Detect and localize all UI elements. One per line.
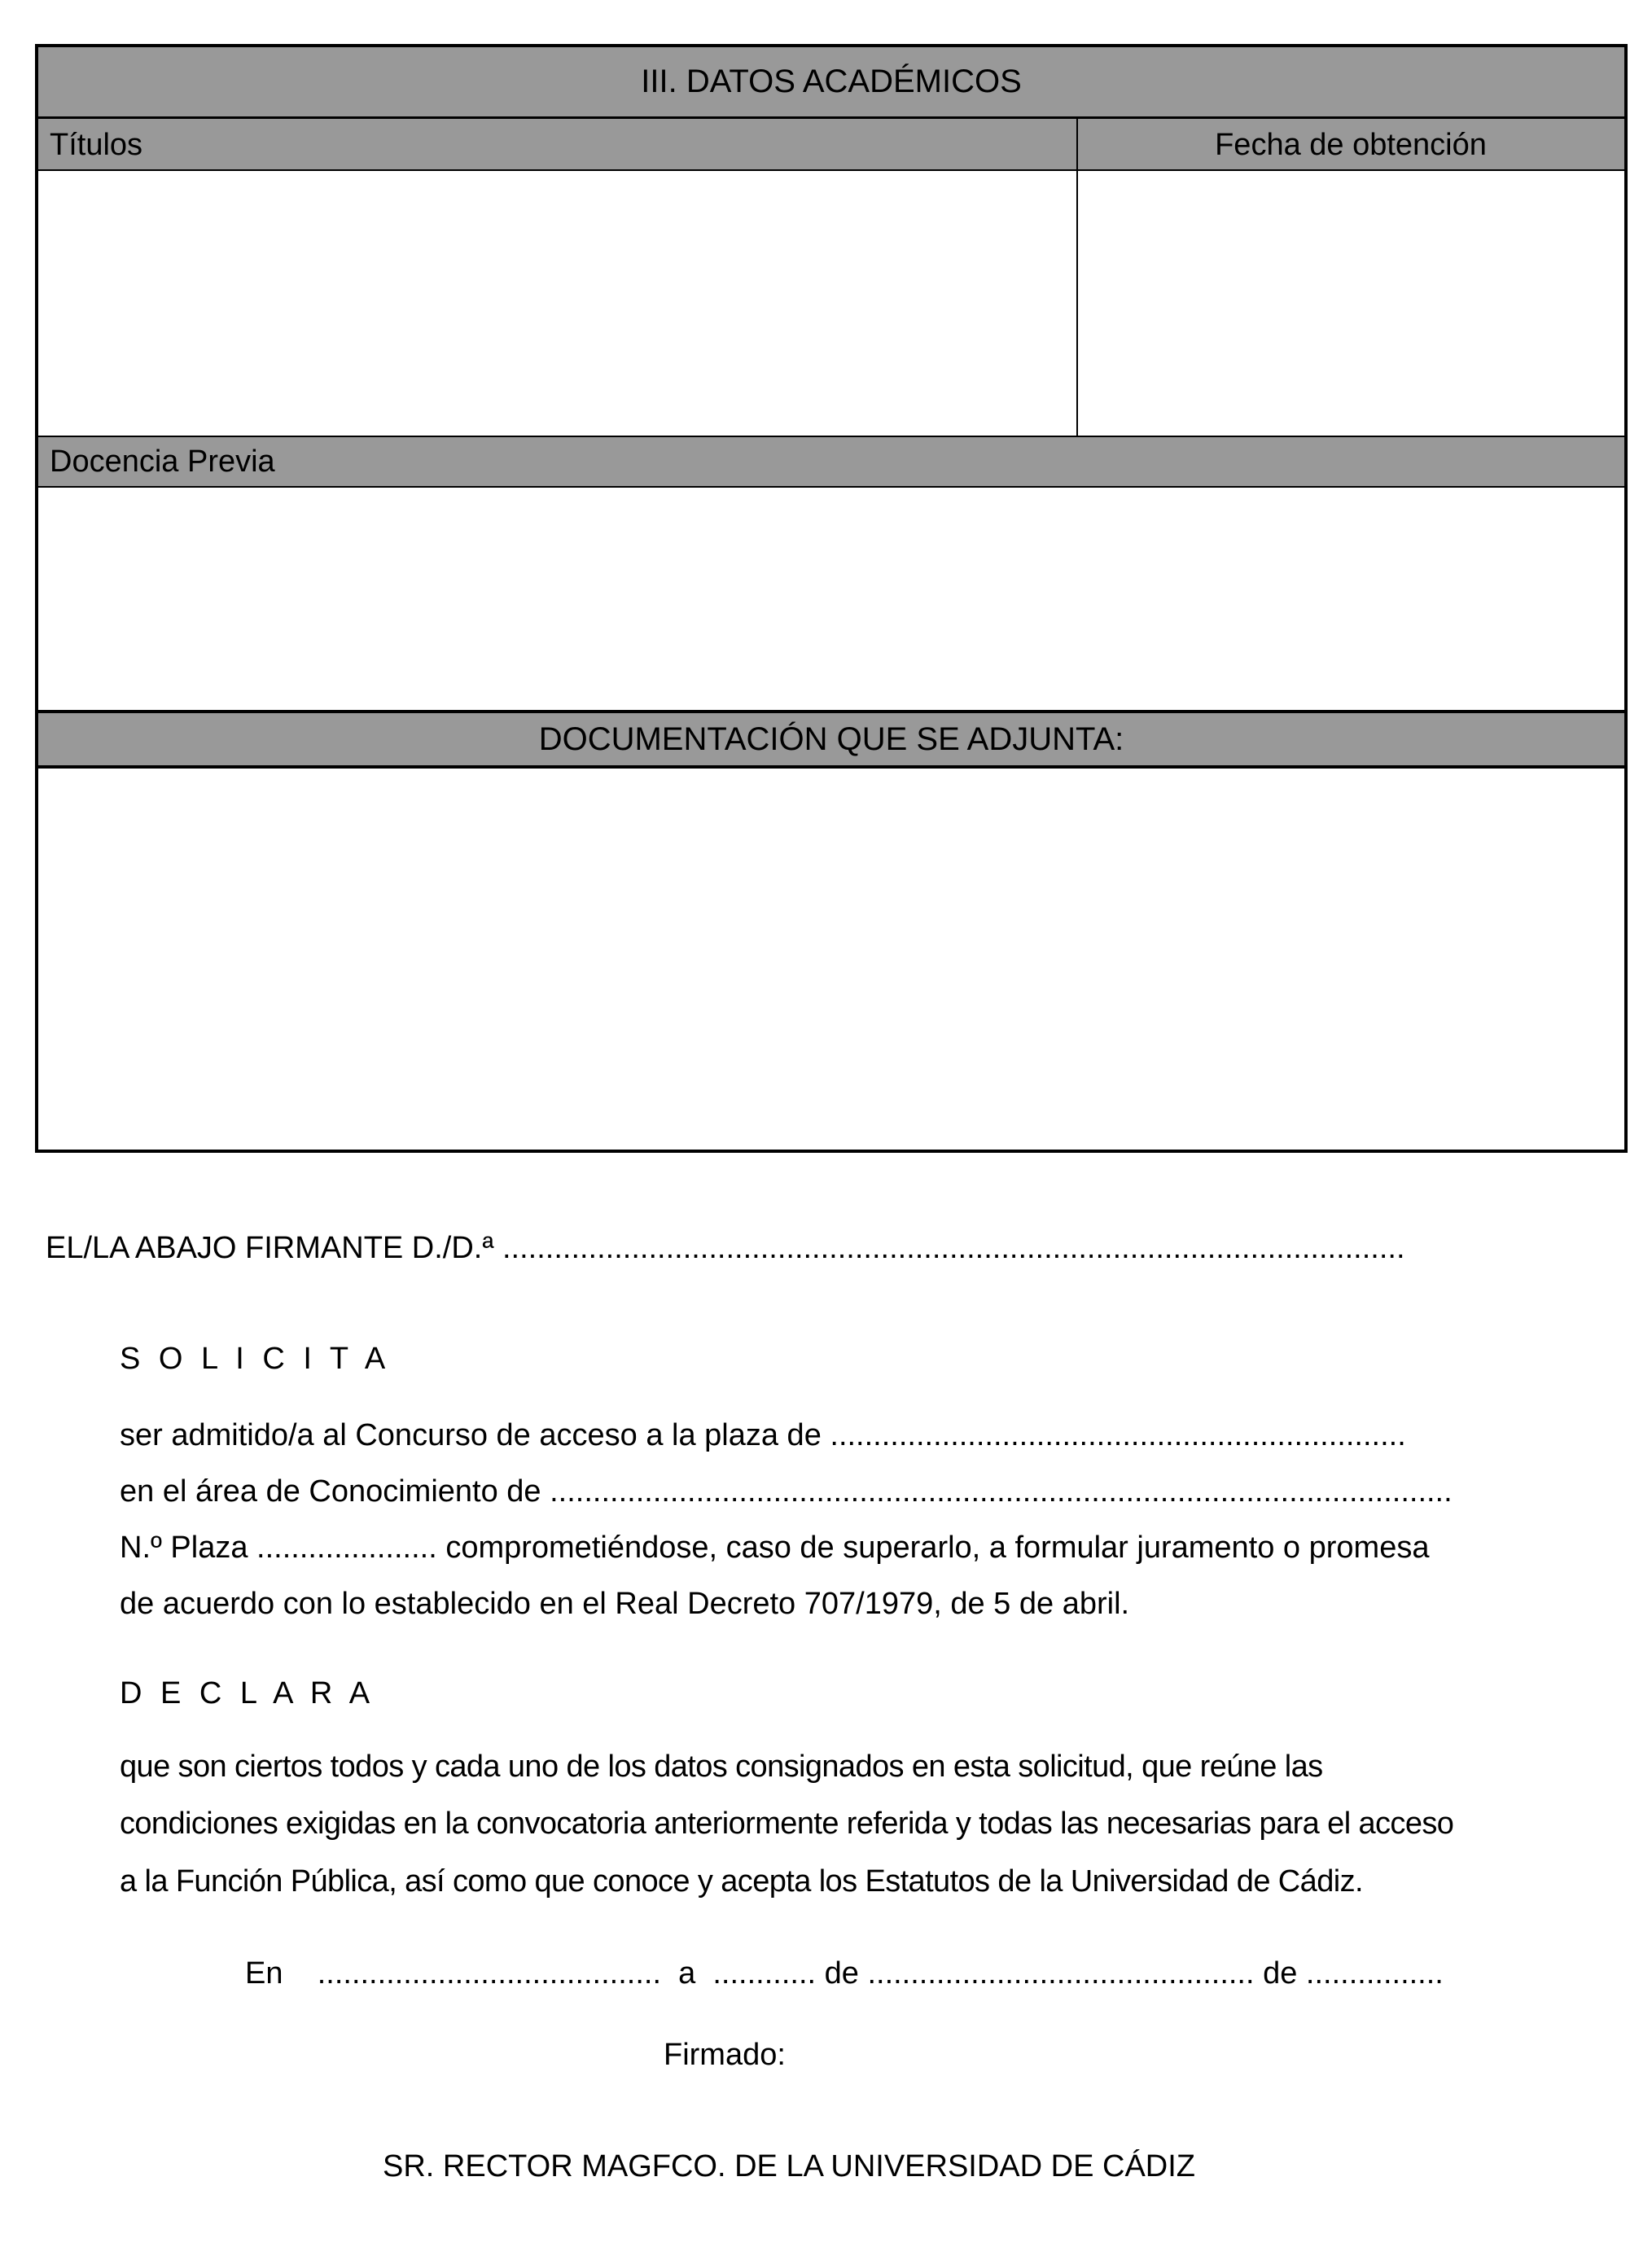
solicita-heading: S O L I C I T A xyxy=(120,1342,391,1376)
solicita-line: ser admitido/a al Concurso de acceso a la plaza de ................................................................... xyxy=(120,1418,1406,1452)
declara-line: que son ciertos todos y cada uno de los datos consignados en esta solicitud, que reúne las xyxy=(120,1750,1323,1784)
solicita-line: N.º Plaza ..................... comprometiéndose, caso de superarlo, a formular juramento o promesa xyxy=(120,1531,1430,1565)
titulos-column-header: Títulos xyxy=(50,127,143,162)
solicita-line: en el área de Conocimiento de ......................................................................................................... xyxy=(120,1474,1453,1509)
declara-line: a la Función Pública, así como que conoce y acepta los Estatutos de la Universidad de Cádiz. xyxy=(120,1864,1363,1899)
recipient-line: SR. RECTOR MAGFCO. DE LA UNIVERSIDAD DE CÁDIZ xyxy=(383,2149,1196,2183)
docencia-previa-band xyxy=(38,436,1624,488)
firmante-line: EL/LA ABAJO FIRMANTE D./D.ª ......................................................................................................... xyxy=(46,1231,1405,1265)
fecha-obtencion-column-header: Fecha de obtención xyxy=(1215,127,1487,162)
docencia-previa-label: Docencia Previa xyxy=(50,444,275,479)
docencia-previa-input-area[interactable] xyxy=(38,488,1624,710)
documentacion-title: DOCUMENTACIÓN QUE SE ADJUNTA: xyxy=(538,720,1124,757)
section-title: III. DATOS ACADÉMICOS xyxy=(641,64,1022,99)
titulos-header-band xyxy=(38,119,1624,171)
firmado-label: Firmado: xyxy=(664,2038,786,2072)
declara-heading: D E C L A R A xyxy=(120,1676,375,1710)
titulos-input-area[interactable] xyxy=(38,173,1076,436)
documentacion-input-area[interactable] xyxy=(38,769,1624,1150)
section-title-band xyxy=(38,47,1624,119)
fecha-obtencion-input-area[interactable] xyxy=(1078,173,1624,436)
place-date-line: En ........................................ a ............ de ............................................. de ................ xyxy=(245,1956,1444,1991)
documentacion-title-band xyxy=(38,710,1624,769)
declara-line: condiciones exigidas en la convocatoria anteriormente referida y todas las necesarias para el acceso xyxy=(120,1807,1454,1841)
solicita-line: de acuerdo con lo establecido en el Real Decreto 707/1979, de 5 de abril. xyxy=(120,1587,1130,1621)
academic-data-form xyxy=(35,44,1628,1153)
